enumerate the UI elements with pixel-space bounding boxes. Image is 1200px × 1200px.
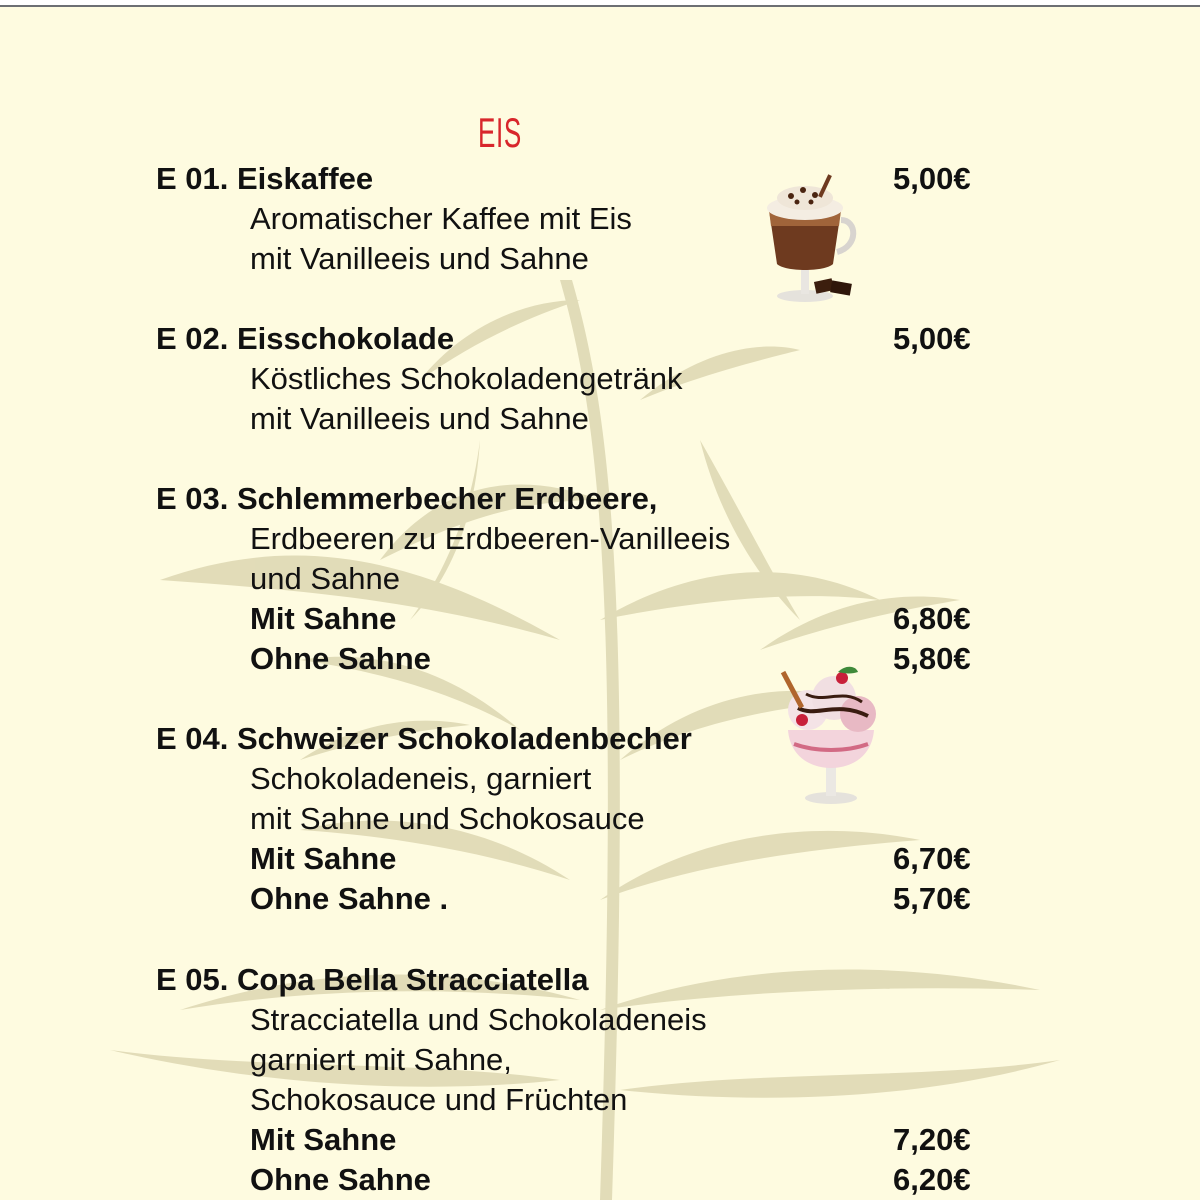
item-name: E 05. Copa Bella Stracciatella: [156, 962, 589, 997]
option-label: Mit Sahne: [250, 1122, 397, 1157]
option-price: 5,70€: [893, 881, 971, 916]
option-label: Ohne Sahne: [250, 641, 431, 676]
item-description: Schokoladeneis, garniert: [250, 761, 592, 796]
item-description: mit Vanilleeis und Sahne: [250, 401, 589, 436]
option-label: Ohne Sahne .: [250, 881, 449, 916]
iced-coffee-glass-icon: [755, 168, 865, 308]
item-description: Erdbeeren zu Erdbeeren-Vanilleeis: [250, 521, 731, 556]
option-label: Ohne Sahne: [250, 1162, 431, 1197]
item-name: E 04. Schweizer Schokoladenbecher: [156, 721, 692, 756]
option-price: 6,80€: [893, 601, 971, 636]
item-name: E 03. Schlemmerbecher Erdbeere,: [156, 481, 658, 516]
item-description: und Sahne: [250, 561, 400, 596]
item-description: mit Sahne und Schokosauce: [250, 801, 645, 836]
item-description: garniert mit Sahne,: [250, 1042, 512, 1077]
option-price: 6,20€: [893, 1162, 971, 1197]
item-price: 5,00€: [893, 161, 971, 196]
ice-cream-sundae-icon: [776, 660, 886, 810]
item-description: Schokosauce und Früchten: [250, 1082, 628, 1117]
option-label: Mit Sahne: [250, 841, 397, 876]
option-price: 5,80€: [893, 641, 971, 676]
option-price: 7,20€: [893, 1122, 971, 1157]
item-description: Stracciatella und Schokoladeneis: [250, 1002, 707, 1037]
item-name: E 02. Eisschokolade: [156, 321, 455, 356]
item-description: Köstliches Schokoladengetränk: [250, 361, 683, 396]
section-title: EIS: [478, 109, 522, 156]
option-price: 6,70€: [893, 841, 971, 876]
item-description: mit Vanilleeis und Sahne: [250, 241, 589, 276]
item-description: Aromatischer Kaffee mit Eis: [250, 201, 632, 236]
option-label: Mit Sahne: [250, 601, 397, 636]
item-price: 5,00€: [893, 321, 971, 356]
item-name: E 01. Eiskaffee: [156, 161, 374, 196]
